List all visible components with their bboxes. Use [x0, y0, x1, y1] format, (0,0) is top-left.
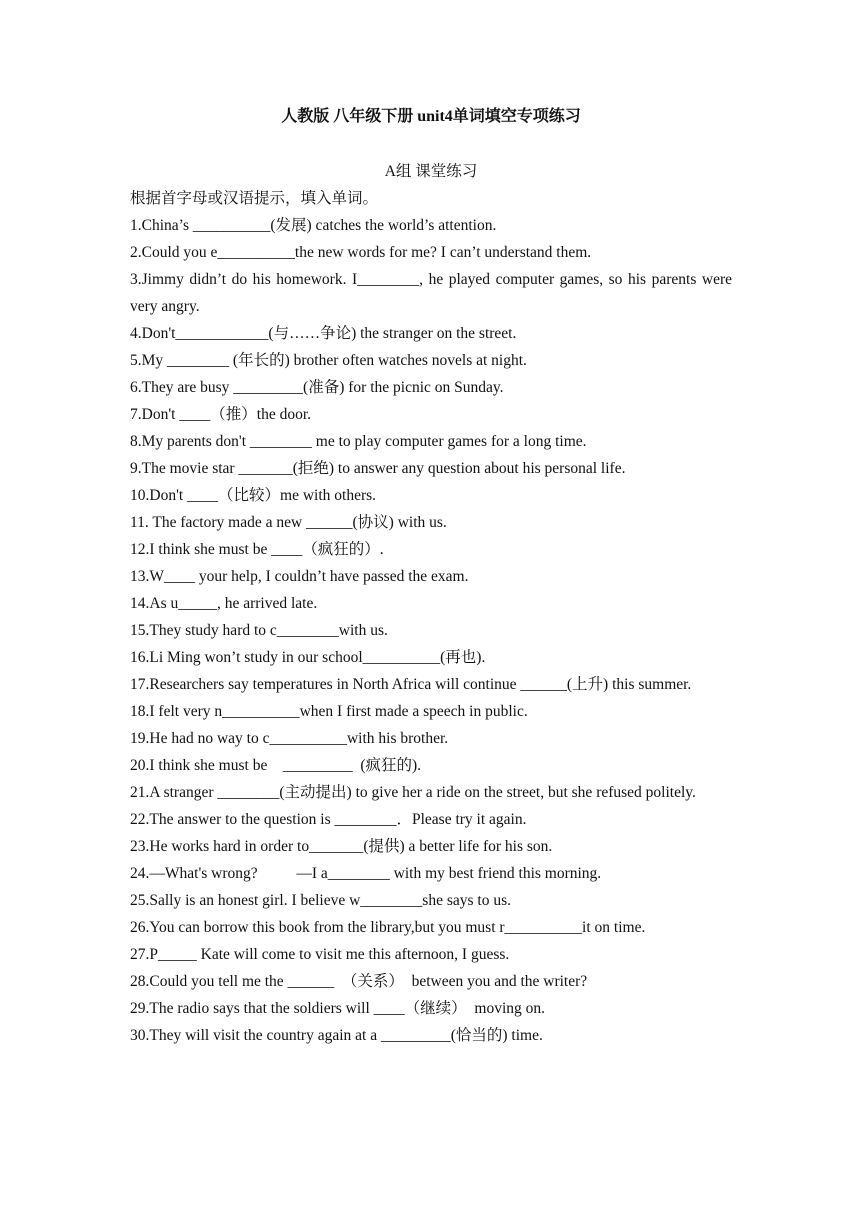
- exercise-item-12: 12.I think she must be ____（疯狂的）.: [130, 541, 384, 558]
- exercise-item-25: 25.Sally is an honest girl. I believe w________she says to us.: [130, 892, 511, 909]
- exercise-item-15: 15.They study hard to c________with us.: [130, 622, 388, 639]
- exercise-item-3: 3.Jimmy didn’t do his homework. I________, he played computer games, so his parents were very angry.: [130, 271, 732, 315]
- exercise-item-24: 24.—What's wrong? —I a________ with my best friend this morning.: [130, 865, 602, 882]
- exercise-item-8: 8.My parents don't ________ me to play computer games for a long time.: [130, 433, 587, 450]
- exercise-content: [130, 185, 732, 1049]
- exercise-item-14: 14.As u_____, he arrived late.: [130, 595, 318, 612]
- exercise-item-28: 28.Could you tell me the ______ （关系） between you and the writer?: [130, 973, 588, 990]
- exercise-item-19: 19.He had no way to c__________with his brother.: [130, 730, 449, 747]
- exercise-item-7: 7.Don't ____（推）the door.: [130, 406, 312, 423]
- exercise-item-6: 6.They are busy _________(准备) for the picnic on Sunday.: [130, 379, 504, 396]
- exercise-item-2: 2.Could you e__________the new words for me? I can’t understand them.: [130, 244, 592, 261]
- document-title: 人教版 八年级下册 unit4单词填空专项练习: [281, 108, 581, 125]
- instruction-text: 根据首字母或汉语提示，填入单词。: [130, 190, 379, 207]
- exercise-item-13: 13.W____ your help, I couldn’t have passed the exam.: [130, 568, 469, 585]
- exercise-item-16: 16.Li Ming won’t study in our school__________(再也).: [130, 649, 486, 666]
- exercise-item-22: 22.The answer to the question is ________．Please try it again.: [130, 811, 527, 828]
- exercise-item-30: 30.They will visit the country again at a _________(恰当的) time.: [130, 1027, 543, 1044]
- exercise-item-26: 26.You can borrow this book from the library,but you must r__________it on time.: [130, 919, 646, 936]
- group-title: A组 课堂练习: [384, 163, 478, 180]
- exercise-item-11: 11. The factory made a new ______(协议) with us.: [130, 514, 447, 531]
- exercise-item-20: 20.I think she must be _________ (疯狂的).: [130, 757, 422, 774]
- exercise-item-5: 5.My ________ (年长的) brother often watches novels at night.: [130, 352, 527, 369]
- exercise-item-21: 21.A stranger ________(主动提出) to give her a ride on the street, but she refused politely.: [130, 784, 696, 801]
- exercise-item-4: 4.Don't____________(与……争论) the stranger on the street.: [130, 325, 517, 342]
- exercise-item-17: 17.Researchers say temperatures in North Africa will continue ______(上升) this summer.: [130, 676, 692, 693]
- exercise-item-18: 18.I felt very n__________when I first made a speech in public.: [130, 703, 528, 720]
- exercise-item-1: 1.China’s __________(发展) catches the world’s attention.: [130, 217, 497, 234]
- exercise-item-10: 10.Don't ____（比较）me with others.: [130, 487, 377, 504]
- exercise-item-27: 27.P_____ Kate will come to visit me this afternoon, I guess.: [130, 946, 510, 963]
- exercise-item-9: 9.The movie star _______(拒绝) to answer any question about his personal life.: [130, 460, 626, 477]
- exercise-item-23: 23.He works hard in order to_______(提供) a better life for his son.: [130, 838, 553, 855]
- exercise-item-29: 29.The radio says that the soldiers will ____（继续） moving on.: [130, 1000, 546, 1017]
